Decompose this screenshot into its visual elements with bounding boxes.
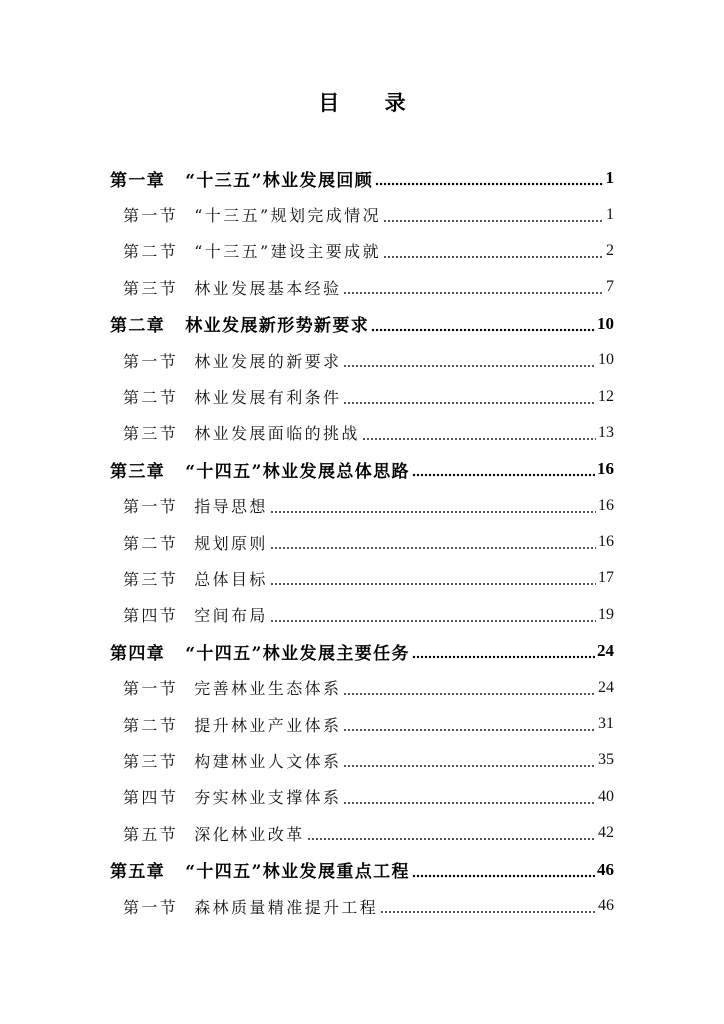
- toc-heading: 目 录: [318, 90, 406, 115]
- page-number: 46: [598, 897, 614, 914]
- section-number: 第二节: [123, 533, 179, 553]
- page-number: 12: [598, 387, 614, 405]
- page-number: 24: [598, 678, 614, 696]
- page-number: 31: [598, 715, 614, 733]
- dot-leader: [383, 219, 604, 223]
- dot-leader: [343, 364, 596, 368]
- toc-section-entry: [110, 196, 614, 232]
- chapter-title: “十四五”林业发展主要任务: [185, 643, 410, 664]
- section-title: 林业发展基本经验: [194, 278, 342, 298]
- chapter-number: 第四章: [110, 643, 166, 664]
- page-number: 2: [606, 241, 614, 259]
- section-number: 第二节: [123, 388, 179, 408]
- dot-leader: [307, 837, 596, 841]
- section-number: 第三节: [123, 278, 179, 298]
- toc-section-entry: [110, 597, 614, 633]
- section-number: 第一节: [123, 351, 179, 371]
- dot-leader: [343, 764, 596, 768]
- dot-leader: [371, 328, 595, 332]
- chapter-title: 林业发展新形势新要求: [185, 316, 370, 337]
- page-number: 19: [598, 605, 614, 623]
- dot-leader: [270, 619, 596, 623]
- section-title: 规划原则: [194, 533, 268, 553]
- section-title: 指导思想: [194, 497, 268, 517]
- toc-section-entry: [110, 524, 614, 560]
- page-number: 16: [597, 459, 614, 479]
- chapter-number: 第一章: [110, 170, 166, 191]
- toc-chapter-entry: [110, 851, 614, 887]
- section-title: 构建林业人文体系: [194, 751, 342, 771]
- page-number: 16: [598, 533, 614, 551]
- section-number: 第四节: [123, 788, 179, 808]
- page-number: 17: [598, 569, 614, 587]
- section-number: 第二节: [123, 242, 179, 262]
- section-number: 第一节: [123, 497, 179, 517]
- section-title: 林业发展有利条件: [194, 388, 342, 408]
- dot-leader: [270, 546, 596, 550]
- toc-section-entry: [110, 706, 614, 742]
- toc-section-entry: [110, 815, 614, 851]
- section-title: 夯实林业支撑体系: [194, 788, 342, 808]
- toc-chapter-entry: [110, 633, 614, 669]
- dot-leader: [270, 510, 596, 514]
- toc-section-entry: [110, 342, 614, 378]
- toc-section-entry: [110, 888, 614, 924]
- toc-section-entry: [110, 488, 614, 524]
- section-title: 林业发展面临的挑战: [194, 424, 360, 444]
- section-title: 完善林业生态体系: [194, 679, 342, 699]
- section-title: “十三五”建设主要成就: [194, 242, 381, 262]
- page-number: 42: [598, 824, 614, 842]
- dot-leader: [412, 473, 595, 477]
- section-number: 第三节: [123, 751, 179, 771]
- page-number: 16: [598, 496, 614, 514]
- page-number: 24: [597, 641, 614, 661]
- page-number: 35: [598, 751, 614, 769]
- page-number: 1: [606, 205, 614, 223]
- section-title: 深化林业改革: [194, 824, 305, 844]
- chapter-number: 第五章: [110, 862, 166, 883]
- toc-section-entry: [110, 779, 614, 815]
- dot-leader: [343, 291, 604, 295]
- section-number: 第四节: [123, 606, 179, 626]
- dot-leader: [412, 874, 595, 878]
- dot-leader: [383, 255, 604, 259]
- toc-chapter-entry: [110, 160, 614, 196]
- chapter-number: 第二章: [110, 316, 166, 337]
- chapter-title: “十四五”林业发展总体思路: [185, 461, 410, 482]
- dot-leader: [412, 655, 595, 659]
- page-number: 10: [598, 351, 614, 369]
- section-number: 第二节: [123, 715, 179, 735]
- section-title: 总体目标: [194, 569, 268, 589]
- page-number: 7: [606, 278, 614, 296]
- page-number: 10: [597, 313, 614, 333]
- toc-section-entry: [110, 233, 614, 269]
- section-title: 林业发展的新要求: [194, 351, 342, 371]
- page-number: 13: [598, 423, 614, 441]
- toc-section-entry: [110, 378, 614, 414]
- dot-leader: [380, 910, 596, 914]
- toc-section-entry: [110, 560, 614, 596]
- chapter-number: 第三章: [110, 461, 166, 482]
- section-title: “十三五”规划完成情况: [194, 206, 381, 226]
- page-number: 46: [597, 859, 614, 879]
- toc-section-entry: [110, 415, 614, 451]
- page-number: 1: [605, 168, 614, 188]
- toc-section-entry: [110, 742, 614, 778]
- dot-leader: [270, 582, 596, 586]
- table-of-contents: [110, 160, 614, 924]
- section-number: 第五节: [123, 824, 179, 844]
- section-number: 第一节: [123, 206, 179, 226]
- section-number: 第一节: [123, 679, 179, 699]
- chapter-title: “十四五”林业发展重点工程: [185, 862, 410, 883]
- page-number: 40: [598, 787, 614, 805]
- section-number: 第三节: [123, 424, 179, 444]
- section-title: 提升林业产业体系: [194, 715, 342, 735]
- chapter-title: “十三五”林业发展回顾: [185, 170, 374, 191]
- section-title: 森林质量精准提升工程: [194, 897, 379, 917]
- section-number: 第三节: [123, 569, 179, 589]
- dot-leader: [362, 437, 596, 441]
- toc-section-entry: [110, 669, 614, 705]
- section-title: 空间布局: [194, 606, 268, 626]
- dot-leader: [375, 182, 603, 186]
- dot-leader: [343, 401, 596, 405]
- dot-leader: [343, 692, 596, 696]
- toc-chapter-entry: [110, 451, 614, 487]
- dot-leader: [343, 728, 596, 732]
- toc-section-entry: [110, 269, 614, 305]
- dot-leader: [343, 801, 596, 805]
- section-number: 第一节: [123, 897, 179, 917]
- toc-chapter-entry: [110, 306, 614, 342]
